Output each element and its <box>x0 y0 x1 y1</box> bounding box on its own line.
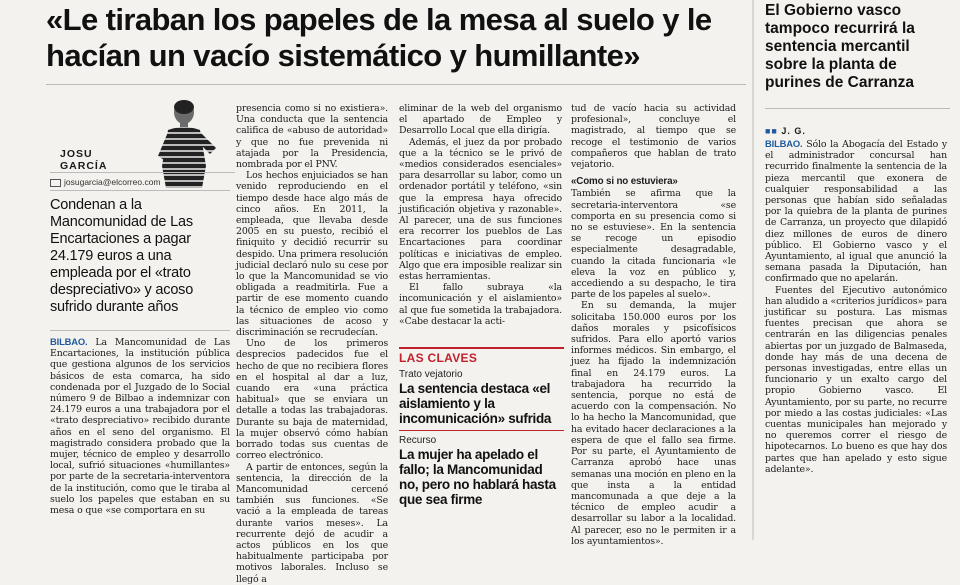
key-points-box <box>399 347 564 507</box>
col3-paragraph: El fallo subraya «la incomunicación y el aislamiento» al que fue sometida la trabajadora. «Cabe destacar la acti- <box>399 282 562 327</box>
section-subhead: «Como si no estuviera» <box>571 176 678 188</box>
envelope-icon <box>50 179 61 187</box>
article-column-2 <box>236 103 388 585</box>
article-column-4 <box>571 103 736 547</box>
article-column-1 <box>50 336 230 516</box>
article-column-3 <box>399 103 562 327</box>
col3-paragraph: eliminar de la web del organismo el apartado de Empleo y Desarrollo Local que ella dirigía. <box>399 103 562 137</box>
byline-dots-icon: ■■ <box>765 126 778 136</box>
col1-text: La Mancomunidad de Las Encartaciones, la institución pública que gestiona algunos de los servicios básicos de esta comarca, ha sido condenada por el Juzgado de lo Social número 9 de Bilbao a indemnizar con 24.179 euros a una trabajadora por el «trato despreciativo» recibido durante años en el seno del organismo. El magistrado considera probado que la mujer, técnico de empleo y desarrollo local, sufrió situaciones «humillantes» por parte de la secretaria-interventora de la institución, como que le tiraba al suelo los papeles que estaban en su mesa o que «se comportara en su <box>50 337 230 517</box>
sidebar-headline: El Gobierno vasco tampoco recurrirá la sentencia mercantil sobre la planta de purines de Carranza <box>765 2 915 91</box>
sidebar-author: J. G. <box>781 126 806 136</box>
headline: «Le tiraban los papeles de la mesa al suelo y le hacían un vacío sistemático y humillante» <box>46 2 712 73</box>
author-last-name: GARCÍA <box>60 160 108 172</box>
headline-rule <box>46 84 746 85</box>
dateline: BILBAO. <box>50 336 88 347</box>
summary: Condenan a la Mancomunidad de Las Encartaciones a pagar 24.179 euros a una empleada por el «trato despreciativo» y acoso sufrido durante años <box>50 197 194 315</box>
col2-paragraph: A partir de entonces, según la sentencia, la dirección de la Mancomunidad cercenó también sus funciones. «Se vació a la empleada de tareas durante varios meses». La recurrente dejó de acudir a actos públicos en los que habitualmente participaba por motivos laborales. Incluso se llegó a <box>236 461 388 585</box>
key-point-divider <box>399 430 564 431</box>
col2-paragraph: Uno de los primeros desprecios padecidos fue el hecho de que no recibiera flores en el hospital al dar a luz, cuando era «una práctica habitual» que se enviara un detalle a todas las trabajadoras. Durante su baja de maternidad, la mujer observó cómo habían borrado todas sus cuentas de correo electrónico. <box>236 338 388 462</box>
col2-paragraph: Los hechos enjuiciados se han venido reproduciendo en el tiempo desde hace algo más de cinco años. En 2011, la empleada, que llevaba desde 2005 en su puesto, recibió el finiquito y decidió recurrir su despido. Una primera resolución judicial declaró nulo su cese por lo que la Mancomunidad se vio obligada a readmitirla. Fue a partir de ese momento cuando la técnico de empleo vio como las situaciones de acoso y discriminación se recrudecían. <box>236 170 388 339</box>
author-email-line[interactable] <box>50 177 220 187</box>
sidebar-byline <box>765 126 806 136</box>
summary-rule <box>50 190 230 191</box>
author-email[interactable]: josugarcia@elcorreo.com <box>64 177 161 187</box>
col2-paragraph: presencia como si no existiera». Una conducta que la sentencia califica de «abuso de autoridad» y que no fue prevenida ni atajada por la Presidencia, nombrada por el PNV. <box>236 103 388 171</box>
sidebar-rule <box>765 108 950 109</box>
col4-paragraph: En su demanda, la mujer solicitaba 150.000 euros por los daños morales y psicofísicos sufridos. Para ello aportó varios informes médicos. Sin embargo, el juez ha fijado la indemnización final en 24.179 euros. La trabajadora ha recurrido la sentencia, porque no está de acuerdo con la compensación. No lo ha hecho la Mancomunidad, que ha evitado hacer declaraciones a la espera de que el fallo sea firme. Por su parte, el Ayuntamiento de Carranza aprobó hace unas semanas una moción en pleno en la que insta a la entidad mancomunada a que deje a la técnico de empleo acudir a desarrollar su labor a la localidad. Al parecer, eso no le permiten ir a los ayuntamientos». <box>571 300 736 547</box>
author-photo <box>150 96 236 188</box>
key-point-text: La mujer ha apelado el fallo; la Mancomunidad no, pero no hablará hasta que sea firme <box>399 447 556 507</box>
key-points-title: LAS CLAVES <box>399 347 564 365</box>
byline-rule <box>50 172 235 173</box>
summary-bottom-rule <box>50 330 230 331</box>
sidebar-text: Sólo la Abogacía del Estado y el administrador concursal han recurrido finalmente la sentencia de la pieza mercantil que exonera de cualquier responsabilidad a las personas que habían sido señaladas por la quiebra de la planta de purines de Carranza, un proyecto que dilapidó diez millones de euros de dinero público. El Gobierno vasco y el Ayuntamiento, al igual que anunció la semana pasada la Diputación, han confirmado que no apelarán. <box>765 139 947 285</box>
key-point-text: La sentencia destaca «el aislamiento y la incomunicación» sufrida <box>399 381 552 426</box>
sidebar-dateline: BILBAO. <box>765 138 803 149</box>
col3-paragraph: Además, el juez da por probado que a la técnico se le privó de «medios considerados esenciales» para desarrollar su labor, como un ordenador portátil y teléfono, «sin que la empresa haya ofrecido justificación objetiva y razonable». Al parecer, una de sus funciones era recorrer los pueblos de Las Encartaciones para coordinar políticas e iniciativas de empleo. Algo que era imposible realizar sin estas herramientas. <box>399 136 562 283</box>
col4-paragraph: tud de vacío hacia su actividad profesional», concluye el magistrado, al tiempo que se recoge el testimonio de varios compañeros que hablan de trato vejatorio. <box>571 103 736 171</box>
col4-paragraph: También se afirma que la secretaria-interventora «se comporta en su presencia como si no se estuviese». En la sentencia se recoge un episodio especialmente desagradable, cuando la citada funcionaria «le eleva la voz en público y, accediendo a su despacho, le tira parte de los papeles al suelo». <box>571 188 736 301</box>
key-point-category: Recurso <box>399 435 437 446</box>
sidebar-body <box>765 138 947 475</box>
sidebar-divider <box>752 0 754 540</box>
key-point-category: Trato vejatorio <box>399 369 463 380</box>
author-byline <box>60 148 107 172</box>
author-first-name: JOSU <box>60 148 93 160</box>
sidebar-paragraph: Fuentes del Ejecutivo autonómico han aludido a «criterios jurídicos» para justificar su postura. Las mismas fuentes precisan que ahora se centrarán en las diligencias penales abiertas por un juzgado de Balmaseda, donde hay más de una decena de personas investigadas, entre ellas un funcionario y un exalto cargo del propio Gobierno vasco. El Ayuntamiento, por su parte, no recurre por miedo a las costas judiciales: «Las cuentas municipales han mejorado y no queremos correr el riesgo de hipotecarnos. Lo bueno es que hay dos partes que han apelado y esto sigue adelante». <box>765 284 947 475</box>
